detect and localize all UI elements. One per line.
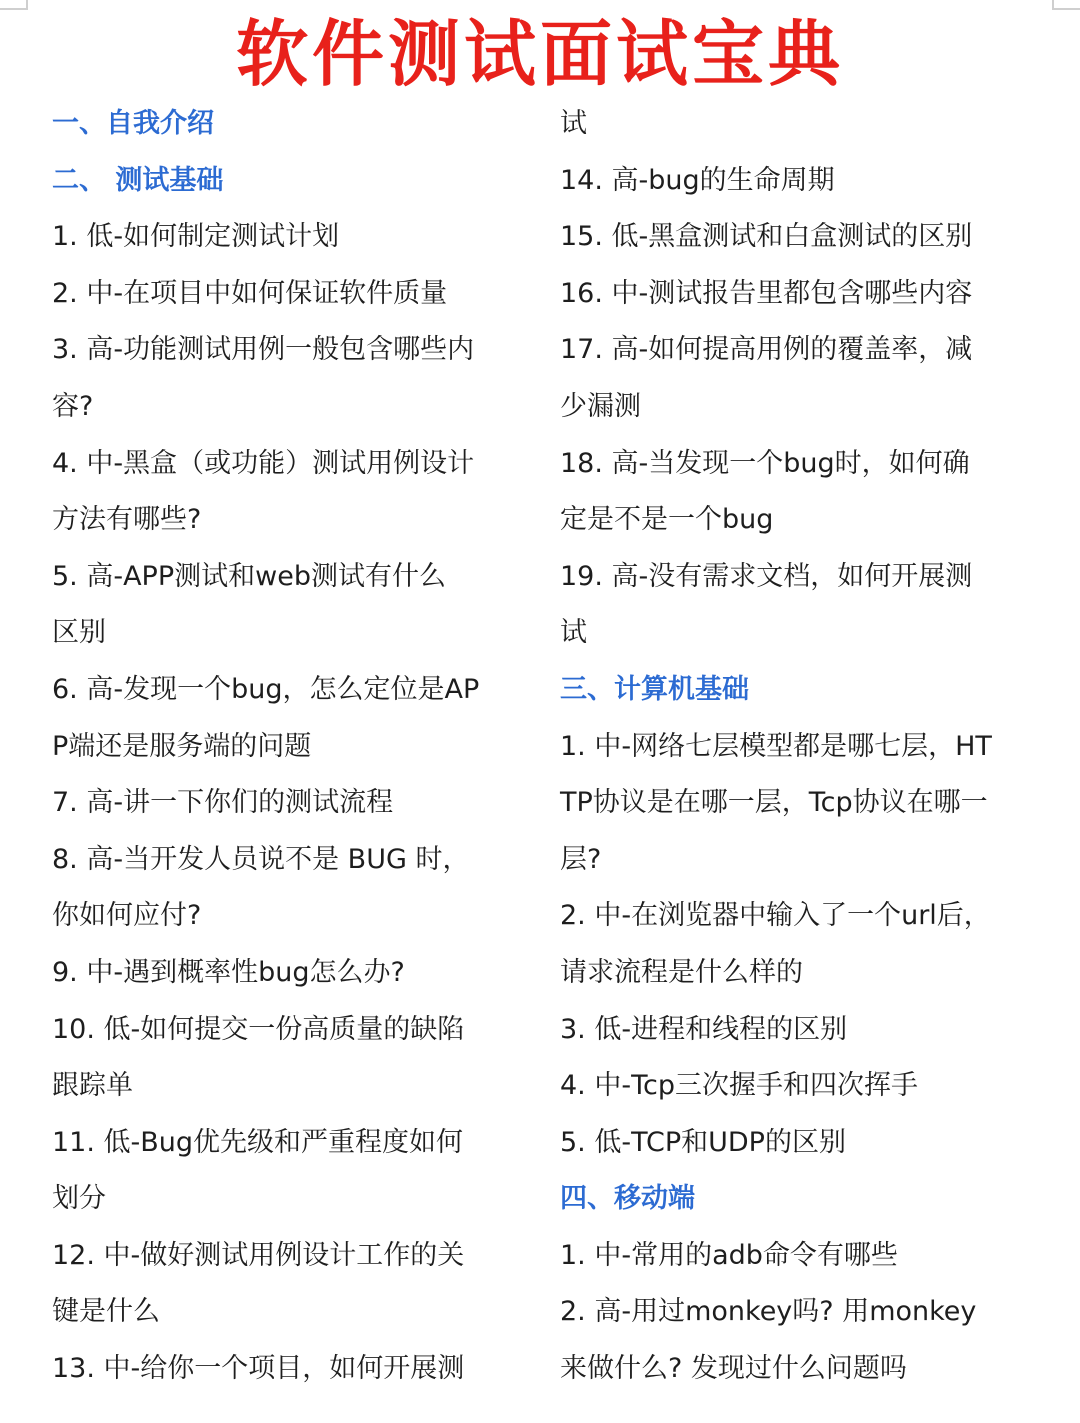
question-line: 6. 高-发现一个bug，怎么定位是AP <box>52 673 480 705</box>
question-line: 划分 <box>52 1183 106 1215</box>
question-line: 来做什么? 发现过什么问题吗 <box>560 1353 907 1385</box>
question-line: 9. 中-遇到概率性bug怎么办? <box>52 956 405 988</box>
question-line: TP协议是在哪一层，Tcp协议在哪一 <box>560 787 988 819</box>
question-line: 方法有哪些? <box>52 504 202 536</box>
question-line: 5. 高-APP测试和web测试有什么 <box>52 560 446 592</box>
question-line: 4. 中-黑盒（或功能）测试用例设计 <box>52 447 475 479</box>
question-line: 你如何应付? <box>52 900 202 932</box>
question-line: 1. 中-网络七层模型都是哪七层，HT <box>560 730 992 762</box>
section-heading: 三、计算机基础 <box>560 673 749 705</box>
question-line: 请求流程是什么样的 <box>560 956 803 988</box>
question-line: 3. 低-进程和线程的区别 <box>560 1013 848 1045</box>
question-line: 跟踪单 <box>52 1070 133 1102</box>
question-line: 10. 低-如何提交一份高质量的缺陷 <box>52 1013 465 1045</box>
question-line: 1. 中-常用的adb命令有哪些 <box>560 1239 898 1271</box>
question-line: P端还是服务端的问题 <box>52 730 312 762</box>
question-line: 12. 中-做好测试用例设计工作的关 <box>52 1239 465 1271</box>
question-line: 19. 高-没有需求文档，如何开展测 <box>560 560 973 592</box>
question-line: 16. 中-测试报告里都包含哪些内容 <box>560 277 973 309</box>
question-line: 定是不是一个bug <box>560 504 774 536</box>
question-line: 2. 中-在项目中如何保证软件质量 <box>52 277 448 309</box>
question-line: 层? <box>560 843 602 875</box>
page-title: 软件测试面试宝典 <box>235 12 844 96</box>
question-line: 15. 低-黑盒测试和白盒测试的区别 <box>560 221 973 253</box>
question-line: 键是什么 <box>52 1296 160 1328</box>
question-line: 2. 高-用过monkey吗? 用monkey <box>560 1296 977 1328</box>
question-line: 7. 高-讲一下你们的测试流程 <box>52 787 394 819</box>
question-line: 少漏测 <box>560 390 641 422</box>
question-line: 容? <box>52 390 94 422</box>
left-column <box>52 96 532 1398</box>
section-heading: 二、 测试基础 <box>52 164 224 196</box>
question-line: 8. 高-当开发人员说不是 BUG 时， <box>52 843 470 875</box>
question-line: 试 <box>560 617 587 649</box>
question-line: 1. 低-如何制定测试计划 <box>52 221 340 253</box>
question-line: 17. 高-如何提高用例的覆盖率，减 <box>560 334 973 366</box>
section-heading: 四、移动端 <box>560 1183 695 1215</box>
right-column <box>560 96 1040 1398</box>
question-line: 2. 中-在浏览器中输入了一个url后， <box>560 900 991 932</box>
question-line: 5. 低-TCP和UDP的区别 <box>560 1126 846 1158</box>
question-line: 区别 <box>52 617 106 649</box>
section-heading: 一、自我介绍 <box>52 108 214 139</box>
question-line: 11. 低-Bug优先级和严重程度如何 <box>52 1126 464 1158</box>
question-line: 13. 中-给你一个项目，如何开展测 <box>52 1353 465 1385</box>
question-line: 试 <box>560 108 587 139</box>
question-line: 3. 高-功能测试用例一般包含哪些内 <box>52 334 475 366</box>
question-line: 18. 高-当发现一个bug时，如何确 <box>560 447 970 479</box>
question-line: 4. 中-Tcp三次握手和四次挥手 <box>560 1070 918 1102</box>
question-line: 14. 高-bug的生命周期 <box>560 164 835 196</box>
